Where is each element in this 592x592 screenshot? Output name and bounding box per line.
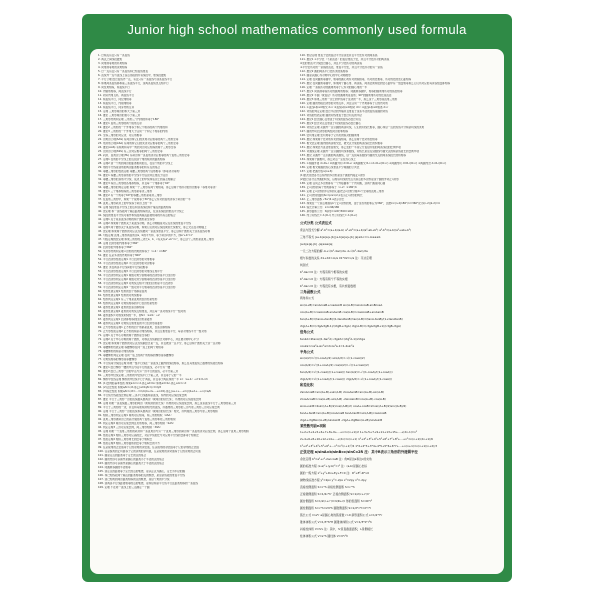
formula-row bbox=[300, 417, 500, 424]
rule-item: 85. (3)等比性质 如果a/b=c/d=…=m/n(b+d+…+n≠0),那么(a+c+…+m)/(b+d+…+n)=a/b bbox=[98, 390, 212, 393]
rule-item: 88. 定理 如果一条直线截三角形的两边（或两边的延长线）所得的对应线段成比例，那么这条直线平行于三角形的第三边 bbox=[98, 402, 237, 405]
formula-row bbox=[300, 269, 500, 276]
rule-item: 121. ①直线L和⊙O相交 d<r ②直线L和⊙O相切 d=r ③直线L和⊙O相离 d>r bbox=[300, 106, 389, 109]
rule-item: 41. 线段的垂直平分线可看作和线段两端点距离相等的所有点的集合 bbox=[98, 214, 176, 217]
rule-item: 57. 平行四边形判定定理2 两组对边分别相等的四边形是平行四边形 bbox=[98, 278, 176, 281]
formula-row bbox=[300, 248, 500, 255]
rule-item: 23. 角边角公理(ASA) 有两角和它们的夹边对应相等的两个三角形全等 bbox=[98, 142, 179, 145]
formula-row bbox=[300, 389, 500, 396]
rule-item: 51. 推论 任意多边的外角和等于360° bbox=[98, 254, 142, 257]
formula-text: 圆柱侧面积 S=c*h=2π*h 圆锥侧面积 S=1/2*c*l=π*r*l bbox=[300, 505, 371, 510]
formula-row bbox=[300, 410, 500, 417]
formula-text: 三角不等式 |a+b|≤|a|+|b| |a-b|≤|a|+|b| |a|≤b<=>-b≤a≤b bbox=[300, 234, 381, 239]
formula-text: 弧长公式 l=a*r a是圆心角的弧度数 r>0 扇形面积公式 s=1/2*l*r bbox=[300, 512, 383, 517]
rule-item: 65. 菱形性质定理2 菱形的对角线互相垂直，并且每一条对角线平分一组对角 bbox=[98, 310, 186, 313]
formula-row bbox=[300, 343, 500, 350]
formula-row bbox=[300, 376, 500, 383]
rule-item: 144. 弧长计算公式：L=nπR/180 bbox=[300, 206, 340, 209]
formula-text: 圆的标准方程 (x-a)²+(y-b)²=r² 注：(a,b)是圆心坐标 bbox=[300, 463, 368, 468]
rule-item: 67. 菱形判定定理1 四边都相等的四边形是菱形 bbox=[98, 318, 153, 321]
formula-text: 乘法与因式分解 a²-b²=(a+b)(a-b) a³+b³=(a+b)(a²-ab+b²) a³-b³=(a-b)(a²+ab+b²) bbox=[300, 227, 412, 232]
formula-section-heading: 正弦定理 a/sinA=b/sinB=c/sinC=2R 注：其中R表示三角形的外接圆半径 bbox=[300, 450, 418, 454]
formula-row bbox=[300, 323, 500, 330]
rule-item: 136. 定理 相交两圆的连心线垂直平分两圆的公共弦 bbox=[300, 166, 360, 169]
rule-item: 95. 定理 如果一个直角三角形的斜边和一条直角边与另一个直角三角形的斜边和一条直角边对应成比例，那么这两个直角三角形相似 bbox=[98, 430, 250, 433]
rule-item: 146. 内公切线长= d-(R-r) 外公切线长= d-(R+r) bbox=[300, 214, 358, 217]
formula-row bbox=[300, 429, 500, 436]
rule-item: 35. 推论1 三个角都相等的三角形是等边三角形 bbox=[98, 190, 153, 193]
rule-item: 79. 推论1 经过梯形一腰的中点与底平行的直线，必平分另一腰 bbox=[98, 366, 171, 369]
rule-item: 122. 切线的判定定理 经过半径的外端并且垂直于这条半径的直线是圆的切线 bbox=[300, 110, 388, 113]
rule-item: 81. 三角形中位线定理 三角形的中位线平行于第三边，并且等于它的一半 bbox=[98, 374, 182, 377]
formula-row bbox=[300, 227, 500, 234]
formula-row bbox=[300, 512, 500, 519]
rule-item: 138. 定理 任何正多边形都有一个外接圆和一个内切圆，这两个圆是同心圆 bbox=[300, 182, 386, 185]
rule-item: 130. 相交弦定理 圆内的两条相交弦，被交点分成的两条线段长的积相等 bbox=[300, 142, 383, 145]
rule-item: 75. 等腰梯形的两条对角线相等 bbox=[98, 350, 135, 353]
formula-text: sin(A+B)=sinAcosB+cosAsinB sin(A-B)=sinAcosB-sinBcosA bbox=[300, 303, 383, 307]
formula-text: 锥体体积公式 V=1/3*S*H 圆锥体体积公式 V=1/3*π*r²h bbox=[300, 519, 372, 524]
formula-row bbox=[300, 505, 500, 512]
rule-item: 8. 如果两条直线都和第三条直线平行，这两条直线也互相平行 bbox=[98, 82, 169, 85]
rule-item: 89. 平行于三角形的一边，并且和其他两边相交的直线，所截得的三角形的三边与原三角形三边对应成比例 bbox=[98, 406, 220, 409]
rule-item: 10. 内错角相等，两直线平行 bbox=[98, 90, 132, 93]
formula-row bbox=[300, 396, 500, 403]
rule-item: 36. 推论2 有一个角等于60°的等腰三角形是等边三角形 bbox=[98, 194, 162, 197]
rule-item: 107. 到已知角的两边距离相等的点的轨迹，是这个角的平分线 bbox=[98, 478, 170, 481]
formula-text: 抛物线标准方程 y²=2px y²=-2px x²=2py x²=-2py bbox=[300, 477, 367, 482]
formula-text: 2cosAcosB=cos(A+B)-sin(A-B) -2sinAsinB=cos(A+B)-cos(A-B) bbox=[300, 396, 386, 401]
formula-row bbox=[300, 369, 500, 376]
rule-item: 69. 正方形性质定理1 正方形的四个角都是直角，四条边都相等 bbox=[98, 326, 171, 329]
rule-item: 129. 推论 如果两个弦切角所夹的弧相等，那么这两个弦切角也相等 bbox=[300, 138, 378, 141]
formula-row bbox=[300, 436, 500, 443]
formula-text: 柱体体积公式 V=s*h 圆柱体 V=π*r²h bbox=[300, 533, 349, 538]
rule-item: 135. ①两圆外离 d>R+r ②两圆外切 d=R+r ③两圆相交 R-r<d<R+r(R>r) ④两圆内切 d=R-r(R>r) ⑤两圆内含 d<R-r(R>r) bbox=[300, 162, 447, 165]
formula-section-heading: 三角函数公式 bbox=[300, 289, 321, 294]
rule-item: 132. 切割线定理 从圆外一点引圆的切线和割线，切线长是这点到割线与圆交点的两条线段长的比例中项 bbox=[300, 150, 419, 153]
rule-item: 2. 两点之间线段最短 bbox=[98, 58, 123, 61]
rule-item: 48. 定理 四边形的内角和等于360° bbox=[98, 242, 139, 245]
rule-item: 66. 菱形面积=对角线乘积的一半，即S=（a×b）÷2 bbox=[98, 314, 160, 317]
rule-item: 70. 正方形性质定理2 正方形的两条对角线相等，并且互相垂直平分，每条对角线平分一组对角 bbox=[98, 330, 207, 333]
rule-item: 78. 平行线等分线段定理 如果一组平行线在一条直线上截得的线段相等，那么在其他直线上截得的线段也相等 bbox=[98, 362, 224, 365]
rule-item: 50. 多边形内角和定理 n边形的内角的和等于（n-2）×180° bbox=[98, 250, 168, 253]
rule-item: 19. 推论2 三角形的一个外角等于和它不相邻的两个内角的和 bbox=[98, 126, 168, 129]
formula-text: 一元二次方程的解 -b+√(b²-4ac)/2a -b-√(b²-4ac)/2a bbox=[300, 248, 368, 253]
rule-item: 145. 扇形面积公式：S扇形=nπR²/360=LR/2 bbox=[300, 210, 354, 213]
formula-row bbox=[300, 443, 500, 450]
rule-item: 91. 相似三角形判定定理1 两角对应相等，两三角形相似（ASA） bbox=[98, 414, 173, 417]
formula-text: 2+4+6+8+10+12+14+…+(2n)=n(n+1) 1²+2²+3²+4²+5²+6²+7²+8²+…+n²=n(n+1)(2n+1)/6 bbox=[300, 437, 433, 441]
rule-item: 76. 等腰梯形判定定理 在同一底上的两个角相等的梯形是等腰梯形 bbox=[98, 354, 174, 357]
rule-item: 11. 同旁内角互补，两直线平行 bbox=[98, 94, 135, 97]
rule-item: 120. 定理 圆的内接四边形的对角互补，并且任何一个外角都等于它的内对角 bbox=[300, 102, 388, 105]
rule-item: 5. 过一点有且只有一条直线和已知直线垂直 bbox=[98, 70, 148, 73]
rule-item: (1)依次连结各分点所得的多边形是这个圆的内接正n边形 bbox=[300, 174, 365, 177]
poster-title: Junior high school mathematics commonly used formula bbox=[127, 22, 467, 37]
formula-sections bbox=[300, 221, 500, 540]
formula-row bbox=[300, 463, 500, 470]
rule-item: 119. 推论3 如果三角形一边上的中线等于这边的一半，那么这个三角形是直角三角形 bbox=[300, 98, 398, 101]
rule-item: 14. 两直线平行，同旁内角互补 bbox=[98, 106, 135, 109]
formula-text: 斜棱柱体积 V=S'L 注：其中，S'是直截面面积，L是侧棱长 bbox=[300, 526, 373, 531]
formula-text: tan(A+B)=(tanA+tanB)/(1-tanAtanB) tan(A-B)=(tanA-tanB)/(1+tanAtanB) bbox=[300, 317, 403, 321]
rule-item: 111. 推论1 ①平分弦（不是直径）的直径垂直于弦，并且平分弦所对的两条弧 bbox=[300, 58, 390, 61]
formula-row bbox=[300, 255, 500, 262]
formula-row bbox=[300, 533, 500, 540]
rule-item: 17. 三角形内角和定理 三角形三个内角的和等于180° bbox=[98, 118, 160, 121]
formula-row bbox=[300, 484, 500, 491]
rule-item: 99. 任意锐角的正弦值等于它的余角的余弦值，任意锐角的余弦值等于它的余角的正弦值 bbox=[98, 446, 199, 449]
rule-item: 83. (1)比例的基本性质 如果a:b=c:d,那么ad=bc 如果ad=bc,那么a:b=c:d bbox=[98, 382, 187, 385]
rule-item: 72. 定理2 关于中心对称的两个图形，对称点连线都经过对称中心，并且被对称中心平分 bbox=[98, 338, 199, 341]
rule-item: 140. 定理 正n边形的半径和边心距把正n边形分成2n个全等的直角三角形 bbox=[300, 190, 385, 193]
formula-text: cos(A+B)=cosAcosB-sinAsinB cos(A-B)=cosAcosB+sinAsinB bbox=[300, 310, 384, 314]
rule-item: 64. 菱形性质定理1 菱形的四条边都相等 bbox=[98, 306, 145, 309]
rule-item: 54. 推论 夹在两条平行线间的平行线段相等 bbox=[98, 266, 148, 269]
rule-item: 47. 勾股定理的逆定理 如果三角形的三边长a、b、c有关系a²+b²=c²，那么这个三角形是直角三角形 bbox=[98, 238, 214, 241]
rule-item: ②弦的垂直平分线经过圆心，并且平分弦所对的两条弧 bbox=[300, 62, 362, 65]
rule-item: 84. (2)合比性质 如果a/b=c/d,那么(a±b)/b=(c±d)/d bbox=[98, 386, 162, 389]
rule-item: 33. 推论3 等边三角形的各角都相等，并且每一个角都等于60° bbox=[98, 182, 170, 185]
rule-item: 16. 推论 三角形两边的差小于第三边 bbox=[98, 114, 141, 117]
rule-item: 25. 边边边公理(SSS) 有三边对应相等的两个三角形全等 bbox=[98, 150, 163, 153]
rule-item: 124. 推论1 经过圆心且垂直于切线的直线必经过切点 bbox=[300, 118, 361, 121]
rule-item: 112. 推论2 圆的两条平行弦所夹的弧相等 bbox=[300, 70, 348, 73]
formula-row bbox=[300, 470, 500, 477]
formula-row bbox=[300, 241, 500, 248]
formula-row bbox=[300, 302, 500, 309]
rule-item: 82. 梯形中位线定理 梯形的中位线平行于两底，并且等于两底和的一半 L=（a+b）÷2 S=L×h bbox=[98, 378, 208, 381]
rule-item: 28. 定理2 到一个角的两边的距离相同的点，在这个角的平分线上 bbox=[98, 162, 173, 165]
rule-item: 96. 性质定理1 相似三角形对应高的比，对应中线的比与对应角平分线的比都等于相似比 bbox=[98, 434, 199, 437]
formula-row bbox=[300, 362, 500, 369]
formula-section-heading: 某些数列前n项和 bbox=[300, 423, 327, 428]
rule-item: 125. 推论2 经过切点且垂直于切线的直线必经过圆心 bbox=[300, 122, 361, 125]
formula-text: tan(A/2)=√((1-cosA)/((1+cosA))) tan(A/2)=-√((1-cosA)/((1+cosA))) bbox=[300, 370, 393, 374]
rule-item: 45. 逆定理 如果两个图形的对应点连线被同一条直线垂直平分，那么这两个图形关于这条直线对称 bbox=[98, 230, 211, 233]
formula-row bbox=[300, 309, 500, 316]
rule-item: 29. 角的平分线是到角的两边距离相等的所有点的集合 bbox=[98, 166, 161, 169]
rule-item: 128. 弦切角定理 弦切角等于它所夹的弧对的圆周角 bbox=[300, 134, 360, 137]
formula-text: ctg(A/2)=√((1+cosA)/((1-cosA))) ctg(A/2)=-√((1+cosA)/((1-cosA))) bbox=[300, 377, 393, 381]
rule-item: 106. 和已知线段两个端点的距离相等的点的轨迹，是这条线段的垂直平分线 bbox=[98, 474, 186, 477]
rule-item: 143. 如果在一个顶点周围有k个正n边形的角，由于这些角的和应为360°，因此k×(n-2)180°/n=360°化为(n-2)(k-2)=4 bbox=[300, 202, 440, 205]
formula-text: tanA+tanB=sin(A+B)/cosAcosB tanA-tanB=sin(A-B)/cosAcosB bbox=[300, 410, 387, 415]
rule-item: 115. 推论 在同圆或等圆中，如果两个圆心角、两条弧、两条弦或两弦的弦心距中有一组量相等那么它们所对应的其余各组量都相等 bbox=[300, 82, 451, 85]
formula-section-heading: 半角公式 bbox=[300, 349, 314, 354]
rule-item: 53. 平行四边形性质定理2 平行四边形的对边相等 bbox=[98, 262, 155, 265]
formula-text: tan2A=2tanA/(1-tan²A) ctg2A=(ctg²A-1)/2ctga bbox=[300, 336, 365, 341]
rule-item: 4. 同角或等角的余角相等 bbox=[98, 66, 128, 69]
formula-row bbox=[300, 336, 500, 343]
formula-row bbox=[300, 234, 500, 241]
rule-item: 123. 切线的性质定理 圆的切线垂直于经过切点的半径 bbox=[300, 114, 362, 117]
rule-item: 60. 矩形性质定理1 矩形的四个角都是直角 bbox=[98, 290, 147, 293]
rule-item: 105. 到定点的距离等于定长的点的轨迹，是以定点为圆心，定长为半径的圆 bbox=[98, 470, 186, 473]
rule-item: 68. 菱形判定定理2 对角线互相垂直的平行四边形是菱形 bbox=[98, 322, 163, 325]
rule-item: 32. 等腰三角形的顶角平分线、底边上的中线和底边上的高互相重合 bbox=[98, 178, 176, 181]
rule-item: 109. 定理 不在同一直线上的三点确定一个圆 bbox=[98, 486, 150, 489]
formula-text: 1+2+3+4+5+6+7+8+9+…+n=n(n+1)/2 1+3+5+7+9+11+13+15+…+(2n-1)=n² bbox=[300, 430, 418, 434]
rule-item: 37. 在直角三角形中，如果一个锐角等于30°那么它所对的直角边等于斜边的一半 bbox=[98, 198, 191, 201]
formula-row bbox=[300, 276, 500, 283]
rule-item: 134. 如果两个圆相切，那么切点一定在连心线上 bbox=[300, 158, 356, 161]
rule-item: 46. 勾股定理 直角三角形两直角边a、b的平方和、等于斜边c的平方，即a²+b²=c² bbox=[98, 234, 194, 237]
rule-item: 31. 推论1 等腰三角形顶角的平分线平分底边并且垂直于底边 bbox=[98, 174, 168, 177]
formula-text: sinA+sinB=2sin((A+B)/2)cos((A-B)/2) cosA+cosB=2cos((A+B)/2)sin((A-B)/2) bbox=[300, 403, 407, 408]
formula-text: 1³+2³+3³+4³+5³+6³+…n³=n²(n+1)²/4 1*2+2*3+3*4+4*5+5*6+6*7+…+n(n+1)=n(n+1)(n+2)/3 bbox=[300, 444, 437, 448]
rule-item: 7. 平行公理 经过直线外一点，有且只有一条直线与这条直线平行 bbox=[98, 78, 173, 81]
formula-section-heading: 公式分类 公式表达式 bbox=[300, 221, 332, 225]
formula-section-heading: 和差化积 bbox=[300, 383, 314, 387]
rule-item: 9. 同位角相等，两直线平行 bbox=[98, 86, 130, 89]
formula-text: 2sinAcosB=sin(A+B)+sin(A-B) 2cosAsinB=sin(A+B)-sin(A-B) bbox=[300, 389, 384, 394]
rule-item: 87. 推论 平行于三角形一边的直线截其他两边（或两边的延长线），所得的对应线段成比例 bbox=[98, 398, 202, 401]
rule-item: (2)经过各分点作圆的切线，以相邻切线的交点为顶点的多边形是这个圆的外切正n边形 bbox=[300, 178, 399, 181]
formula-row bbox=[300, 316, 500, 323]
formula-text: sin(A/2)=√((1-cosA)/2) sin(A/2)=-√((1-cosA)/2) bbox=[300, 356, 365, 360]
formula-text: 正棱锥侧面积 S=1/2c*h' 正棱台侧面积 S=1/2(c+c')h' bbox=[300, 491, 370, 496]
formula-text: 圆的一般方程 x²+y²+Dx+Ey+F=0 注：D²+E²-4F>0 bbox=[300, 470, 370, 475]
rule-item: 30. 等腰三角形的性质定理 等腰三角形的两个底角相等（即等边对等角） bbox=[98, 170, 182, 173]
rule-item: 63. 矩形判定定理2 对角线相等的平行四边形是矩形 bbox=[98, 302, 158, 305]
rule-item: 40. 逆定理 和一条线段两个端点距离相等的点，在这条线段的垂直平分线上 bbox=[98, 210, 185, 213]
rule-item: 39. 定理 线段垂直平分线上的点和这条线段两个端点的距离相等 bbox=[98, 206, 172, 209]
rule-item: 114. 定理 在同圆或等圆中，相等的圆心角所对的弧相等，所对的弦相等，所对的弦的弦心距相等 bbox=[300, 78, 412, 81]
rule-item: 108. 到两条平行线距离相等的点的轨迹，是和这两条平行线平行且距离相等的一条直线 bbox=[98, 482, 198, 485]
rule-item: 34. 等腰三角形的判定定理 如果一个三角形有两个角相等，那么这两个角所对的边也相等（等角对等边） bbox=[98, 186, 218, 189]
formula-row bbox=[300, 477, 500, 484]
formula-row bbox=[300, 403, 500, 410]
formula-section-heading: 倍角公式 bbox=[300, 330, 314, 334]
rule-item: 102. 圆的内部可以看作是圆心的距离小于半径的点的集合 bbox=[98, 458, 165, 461]
formula-row bbox=[300, 526, 500, 533]
rule-item: 117. 推论1 同弧或等弧所对的圆周角相等；同圆或等圆中，相等的圆周角所对的弧也相等 bbox=[300, 90, 403, 93]
rule-item: 142. 正三角形面积 √3a²/4 a表示边长 bbox=[300, 198, 345, 201]
rule-item: 6. 直线外一点与直线上各点连接的所有线段中，垂线段最短 bbox=[98, 74, 167, 77]
rule-item: 13. 两直线平行，内错角相等 bbox=[98, 102, 132, 105]
rule-item: 110. 垂径定理 垂直于弦的直径平分这条弦并且平分弦所对的两条弧 bbox=[300, 54, 378, 57]
formula-row bbox=[300, 456, 500, 463]
rule-item: 93. 判定定理2 两边对应成比例且夹角相等，两三角形相似（SAS） bbox=[98, 422, 176, 425]
rule-item: 42. 定理1 关于某条直线对称的两个图形是全等形 bbox=[98, 218, 155, 221]
rule-item: 21. 全等三角形的对应边、对应角相等 bbox=[98, 134, 142, 137]
formula-text: 余弦定理 b²=a²+c²-2accosB 注：角B是边a和边c的夹角 bbox=[300, 456, 372, 461]
rule-item: 104. 同圆或等圆的半径相等 bbox=[98, 466, 131, 469]
rule-item: 131. 推论 如果弦与直径垂直相交，那么弦的一半是它分直径所成的两条线段的比例中项 bbox=[300, 146, 401, 149]
formula-row bbox=[300, 355, 500, 362]
rule-item: 43. 定理2 如果两个图形关于某直线对称，那么对称轴是对应点连线的垂直平分线 bbox=[98, 222, 192, 225]
rule-item: 15. 定理 三角形两边的和大于第三边 bbox=[98, 110, 141, 113]
rule-item: 90. 定理 平行于三角形一边的直线和其他两边（或两边的延长线）相交，所构成的三角形与原三角形相似 bbox=[98, 410, 218, 413]
formula-row bbox=[300, 491, 500, 498]
rule-item: 73. 逆定理 如果两个图形的对应点连线都经过某一点，并且被这一点平分，那么这两个图形关于这一点对称 bbox=[98, 342, 221, 345]
rule-item: 55. 平行四边形性质定理3 平行四边形的对角线互相平分 bbox=[98, 270, 163, 273]
rule-item: 127. 圆的外切四边形的两组对边的和相等 bbox=[300, 130, 349, 133]
formula-text: b²-4ac=0 注：方程有两个相等的实根 bbox=[300, 269, 348, 274]
rule-item: 86. 平行线分线段成比例定理 三条平行线截两条直线，所得的对应线段成比例 bbox=[98, 394, 187, 397]
formula-row bbox=[300, 295, 500, 302]
right-rule-list bbox=[300, 54, 500, 218]
rule-item: 49. 四边形的外角和等于360° bbox=[98, 246, 133, 249]
right-column bbox=[300, 54, 500, 569]
formula-text: b²-4ac>0 注：方程有两个不等的实根 bbox=[300, 276, 348, 281]
formula-row bbox=[300, 498, 500, 505]
rule-item: 139. 正n边形的每个内角都等于（n-2）×180°/n bbox=[300, 186, 358, 189]
rule-item: 26. 斜边、直角边公理(HL) 有斜边和一条直角边对应相等的两个直角三角形全等 bbox=[98, 154, 190, 157]
rule-item: 94. 判定定理3 三边对应成比例，两三角形相似（SSS） bbox=[98, 426, 163, 429]
rule-item: 27. 定理1 在角的平分线上的点到这个角的两边的距离相等 bbox=[98, 158, 166, 161]
formula-sheet bbox=[90, 49, 504, 574]
rule-item: 58. 平行四边形判定定理3 对角线互相平分的四边形是平行四边形 bbox=[98, 282, 173, 285]
rule-item: 101. 圆是定点的距离等于定长的点的集合 bbox=[98, 454, 147, 457]
rule-item: 97. 性质定理2 相似三角形周长的比等于相似比 bbox=[98, 438, 153, 441]
rule-item: 1. 过两点有且只有一条直线 bbox=[98, 54, 130, 57]
rule-item: 3. 同角或等角的补角相等 bbox=[98, 62, 128, 65]
formula-row bbox=[300, 262, 500, 269]
rule-item: 113. 圆是以圆心为对称中心的中心对称图形 bbox=[300, 74, 351, 77]
rule-item: 74. 等腰梯形性质定理 等腰梯形在同一底上的两个角相等 bbox=[98, 346, 164, 349]
formula-poster bbox=[82, 14, 512, 582]
rule-item: 118. 推论2 半圆（或直径）所对的圆周角是直角；90°的圆周角所对的弦是直径 bbox=[300, 94, 392, 97]
left-rule-column bbox=[98, 54, 293, 569]
rule-item: 18. 推论1 直角三角形的两个锐角互余 bbox=[98, 122, 142, 125]
formula-row bbox=[300, 519, 500, 526]
rule-item: 52. 平行四边形性质定理1 平行四边形的对角相等 bbox=[98, 258, 155, 261]
rule-item: 77. 对角线相等的梯形是等腰梯形 bbox=[98, 358, 137, 361]
formula-text: cos(A/2)=√((1+cosA)/2) cos(A/2)=-√((1+cosA)/2) bbox=[300, 363, 369, 367]
formula-row bbox=[300, 283, 500, 290]
formula-text: cos2a=cos²a-sin²a=2cos²a-1=1-2sin²a bbox=[300, 343, 355, 348]
formula-text: 根与系数的关系 X1+X2=-b/a X1*X2=c/a 注：韦达定理 bbox=[300, 255, 372, 260]
rule-item: 80. 推论2 经过三角形一边的中点与另一边平行的直线，必平分第三边 bbox=[98, 370, 179, 373]
rule-item: 56. 平行四边形判定定理1 两组对角分别相等的四边形是平行四边形 bbox=[98, 274, 176, 277]
rule-item: ③平分弦所对的一条弧的直径，垂直平分弦，并且平分弦所对的另一条弧 bbox=[300, 66, 383, 69]
rule-item: 12. 两直线平行，同位角相等 bbox=[98, 98, 132, 101]
rule-item: 137. 定理 把圆分成n(n≥3): bbox=[300, 170, 333, 173]
formula-text: 两角和公式 bbox=[300, 296, 314, 300]
rule-item: 38. 直角三角形斜边上的中线等于斜边上的一半 bbox=[98, 202, 153, 205]
rule-item: 20. 推论3 三角形的一个外角大于任何一个和它不相邻的内角 bbox=[98, 130, 168, 133]
rule-item: 59. 平行四边形判定定理4 一组对边平行相等的四边形是平行四边形 bbox=[98, 286, 176, 289]
formula-text: b²-4ac<0 注：方程没有实根，有共轭复数根 bbox=[300, 283, 356, 288]
formula-text: ctgA+ctgBsin(A+B)/sinAsinB -ctgA+ctgBsin(A+B)/sinAsinB bbox=[300, 417, 383, 422]
rule-item: 44. 定理3 两个图形关于某直线对称，如果它们的对应线段或延长线相交，那么交点在对称轴上 bbox=[98, 226, 207, 229]
formula-text: 判别式 bbox=[300, 262, 309, 267]
rule-item: 116. 定理 一条弧所对的圆周角等于它所对的圆心角的一半 bbox=[300, 86, 368, 89]
rule-item: 61. 矩形性质定理2 矩形的对角线相等 bbox=[98, 294, 142, 297]
rule-item: 92. 直角三角形被斜边上的高分成的两个直角三角形和原三角形相似 bbox=[98, 418, 176, 421]
rule-item: 71. 定理1 关于中心对称的两个图形是全等的 bbox=[98, 334, 150, 337]
rule-item: 22. 边角边公理(SAS) 有两边和它们的夹角对应相等的两个三角形全等 bbox=[98, 138, 179, 141]
rule-item: 100. 任意锐角的正切值等于它的余角的余切值，任意锐角的余切值等于它的余角的正切值 bbox=[98, 450, 201, 453]
rule-item: 103. 圆的外部可以看作是圆心的距离大于半径的点的集合 bbox=[98, 462, 165, 465]
formula-text: 直棱柱侧面积 S=c*h 斜棱柱侧面积 S=c'*h bbox=[300, 484, 355, 489]
rule-item: 141. 正n边形的面积Sn=pnrn/2 p表示正n边形的周长 bbox=[300, 194, 363, 197]
formula-text: ctg(A+B)=(ctgActgB-1)/(ctgB+ctgA) ctg(A-B)=(ctgActgB+1)/(ctgB-ctgA) bbox=[300, 324, 402, 328]
formula-text: 圆台侧面积 S=1/2(c+c')l=π(R+r)l 球的表面积 S=4π*r² bbox=[300, 498, 373, 503]
rule-item: 24. 推论(AAS) 有两角和其中一角的对边对应相等的两个三角形全等 bbox=[98, 146, 176, 149]
rule-item: 62. 矩形判定定理1 有三个角是直角的四边形是矩形 bbox=[98, 298, 158, 301]
rule-item: 98. 性质定理3 相似三角形面积的比等于相似比的平方 bbox=[98, 442, 160, 445]
formula-text: |a-b|≥|a|-|b| -|a|≤a≤|a| bbox=[300, 241, 333, 246]
rule-item: 133. 推论 从圆外一点引圆的两条割线，这一点到每条割线与圆的交点的两条线段长的积相等 bbox=[300, 154, 406, 157]
rule-item: 126. 切线长定理 从圆外一点引圆的两条切线，它们的切线长相等，圆心和这一点的连线平分两条切线的夹角 bbox=[300, 126, 425, 129]
